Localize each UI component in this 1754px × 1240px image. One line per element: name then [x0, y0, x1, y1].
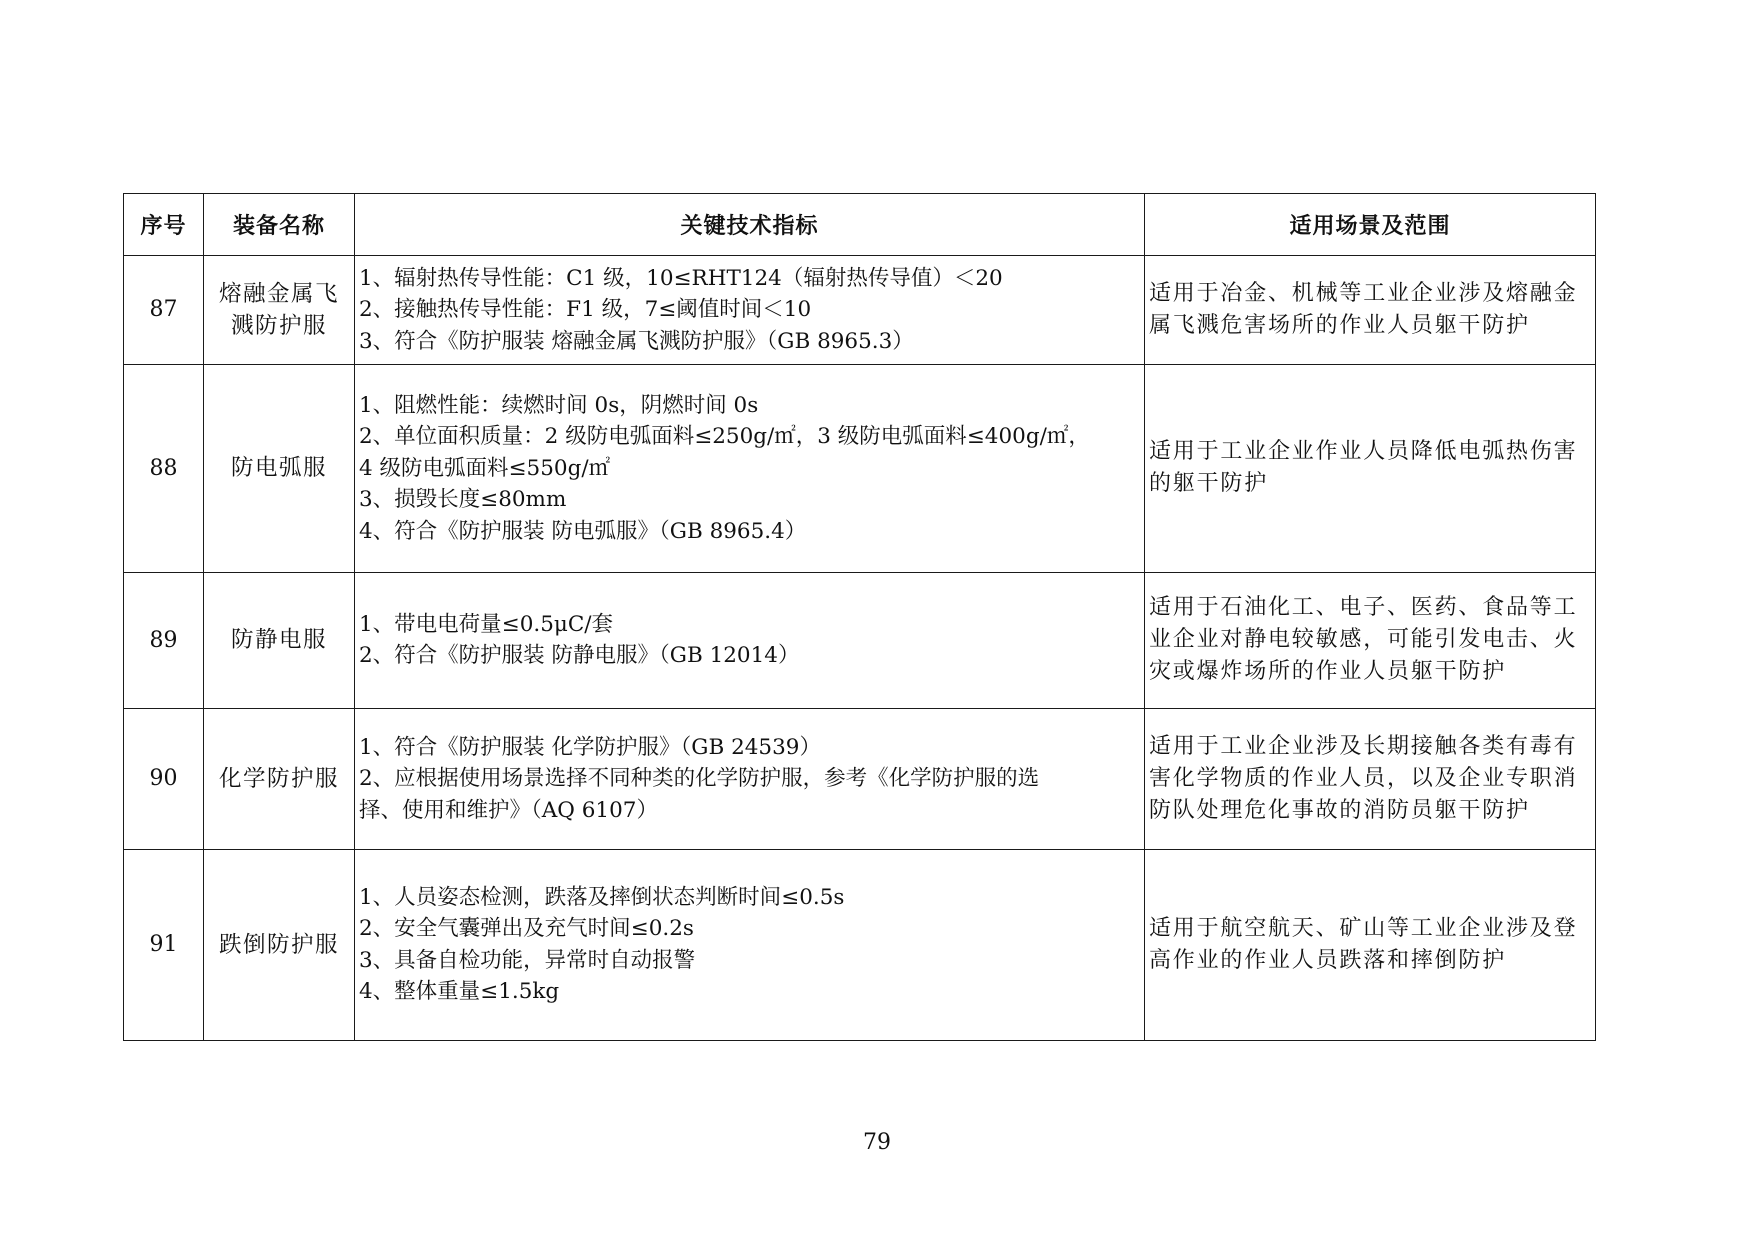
header-name: 装备名称 — [204, 194, 355, 256]
row-number: 90 — [124, 708, 204, 849]
spec-line: 3、损毁长度≤80mm — [359, 487, 567, 513]
technical-specs — [355, 364, 1145, 572]
spec-line: 2、接触热传导性能：F1 级，7≤阈值时间＜10 — [359, 297, 812, 323]
equipment-name — [204, 364, 355, 572]
spec-line: 1、带电电荷量≤0.5μC/套 — [359, 611, 614, 637]
header-no: 序号 — [124, 194, 204, 256]
application-scope: 适用于航空航天、矿山等工业企业涉及登高作业的作业人员跌落和摔倒防护 — [1145, 849, 1596, 1040]
equipment-name — [204, 708, 355, 849]
spec-line: 1、辐射热传导性能：C1 级，10≤RHT124（辐射热传导值）＜20 — [359, 265, 1003, 291]
spec-line: 3、符合《防护服装 熔融金属飞溅防护服》（GB 8965.3） — [359, 328, 914, 354]
spec-line: 2、应根据使用场景选择不同种类的化学防护服，参考《化学防护服的选 — [359, 766, 1040, 792]
spec-line: 3、具备自检功能，异常时自动报警 — [359, 947, 696, 973]
equipment-spec-table — [123, 193, 1596, 1041]
spec-line: 1、符合《防护服装 化学防护服》（GB 24539） — [359, 734, 821, 760]
equipment-name-line: 熔融金属飞 — [218, 280, 339, 307]
spec-line: 1、阻燃性能：续燃时间 0s，阴燃时间 0s — [359, 392, 759, 418]
table-row — [124, 573, 1596, 709]
table-row — [124, 708, 1596, 849]
spec-line: 2、符合《防护服装 防静电服》（GB 12014） — [359, 643, 800, 669]
spec-line: 4、整体重量≤1.5kg — [359, 979, 560, 1005]
equipment-name — [204, 573, 355, 709]
application-scope: 适用于石油化工、电子、医药、食品等工业企业对静电较敏感，可能引发电击、火灾或爆炸场所的作业人员躯干防护 — [1145, 573, 1596, 709]
application-scope: 适用于工业企业作业人员降低电弧热伤害的躯干防护 — [1145, 364, 1596, 572]
spec-line: 择、使用和维护》（AQ 6107） — [359, 797, 658, 823]
technical-specs — [355, 573, 1145, 709]
row-number: 91 — [124, 849, 204, 1040]
spec-line: 4、符合《防护服装 防电弧服》（GB 8965.4） — [359, 518, 807, 544]
spec-line: 4 级防电弧面料≤550g/㎡ — [359, 455, 611, 481]
equipment-name-line: 防静电服 — [230, 627, 327, 654]
spec-line: 1、人员姿态检测，跌落及摔倒状态判断时间≤0.5s — [359, 884, 845, 910]
equipment-name — [204, 849, 355, 1040]
technical-specs — [355, 849, 1145, 1040]
technical-specs — [355, 708, 1145, 849]
application-scope: 适用于冶金、机械等工业企业涉及熔融金属飞溅危害场所的作业人员躯干防护 — [1145, 256, 1596, 365]
equipment-name-line: 跌倒防护服 — [218, 931, 339, 958]
table-row — [124, 364, 1596, 572]
table-header-row — [124, 194, 1596, 256]
application-scope: 适用于工业企业涉及长期接触各类有毒有害化学物质的作业人员，以及企业专职消防队处理危化事故的消防员躯干防护 — [1145, 708, 1596, 849]
spec-line: 2、安全气囊弹出及充气时间≤0.2s — [359, 916, 694, 942]
equipment-name-line: 溅防护服 — [230, 312, 327, 339]
row-number: 88 — [124, 364, 204, 572]
page-number: 79 — [863, 1130, 891, 1155]
technical-specs — [355, 256, 1145, 365]
header-scope: 适用场景及范围 — [1145, 194, 1596, 256]
equipment-name-line: 防电弧服 — [230, 455, 327, 482]
spec-line: 2、单位面积质量：2 级防电弧面料≤250g/㎡，3 级防电弧面料≤400g/㎡， — [359, 424, 1090, 450]
header-spec: 关键技术指标 — [355, 194, 1145, 256]
equipment-name — [204, 256, 355, 365]
row-number: 87 — [124, 256, 204, 365]
row-number: 89 — [124, 573, 204, 709]
equipment-name-line: 化学防护服 — [218, 765, 339, 792]
table-row — [124, 849, 1596, 1040]
table-row — [124, 256, 1596, 365]
